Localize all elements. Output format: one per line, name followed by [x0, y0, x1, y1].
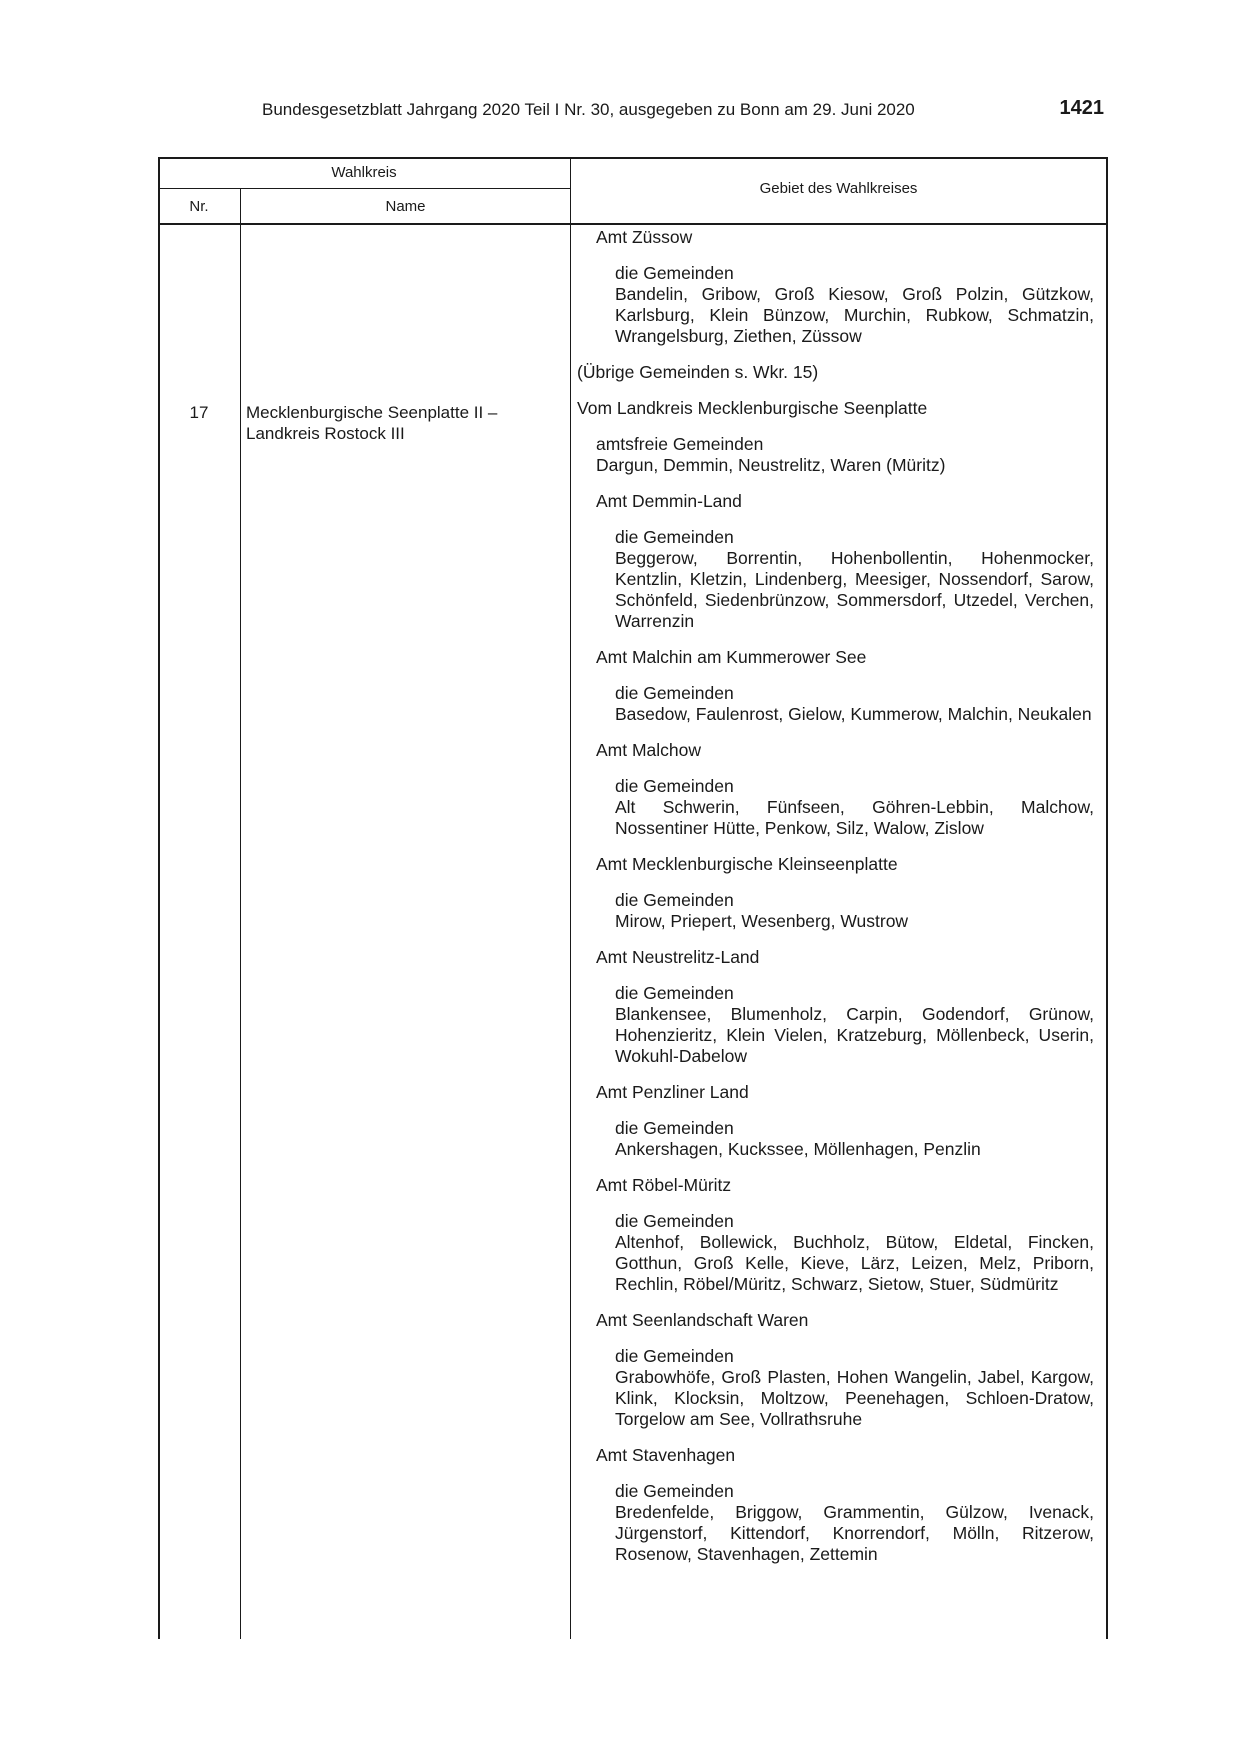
gemeinden-block: [570, 1118, 1100, 1160]
amt-entry: Amt Malchin am Kummerower See: [596, 647, 867, 667]
landkreis-entry: Vom Landkreis Mecklenburgische Seenplatte: [577, 398, 928, 418]
gemeinden-list: Bredenfelde, Briggow, Grammentin, Gülzow, Ivenack, Jürgenstorf, Kittendorf, Knorrendorf, Mölln, Ritzerow, Rosenow, Stavenhagen, Zettemin: [615, 1502, 1094, 1564]
gemeinden-block: [570, 1211, 1100, 1295]
gemeinden-label: die Gemeinden: [615, 263, 734, 283]
wahlkreis-name: Mecklenburgische Seenplatte II – Landkreis Rostock III: [246, 403, 498, 443]
gemeinden-block: [570, 983, 1100, 1067]
page-number: 1421: [1059, 97, 1104, 119]
header-bottom-rule: [158, 223, 1108, 225]
running-head: Bundesgesetzblatt Jahrgang 2020 Teil I Nr. 30, ausgegeben zu Bonn am 29. Juni 2020: [262, 100, 915, 119]
gemeinden-label: die Gemeinden: [615, 983, 734, 1003]
wahlkreis-nr: 17: [189, 403, 209, 422]
gemeinden-label: die Gemeinden: [615, 527, 734, 547]
gemeinden-list: Bandelin, Gribow, Groß Kiesow, Groß Polzin, Gützkow, Karlsburg, Klein Bünzow, Murchin, Rubkow, Schmatzin, Wrangelsburg, Ziethen, Züssow: [615, 284, 1094, 346]
gemeinden-list: Blankensee, Blumenholz, Carpin, Godendorf, Grünow, Hohenzieritz, Klein Vielen, Kratzeburg, Möllenbeck, Userin, Wokuhl-Dabelow: [615, 1004, 1094, 1066]
gemeinden-block: [570, 683, 1100, 725]
amt-entry: Amt Stavenhagen: [596, 1445, 736, 1465]
gemeinden-block: [570, 776, 1100, 839]
table-left-border: [158, 157, 160, 1639]
header-gebiet: Gebiet des Wahlkreises: [759, 180, 918, 197]
gemeinden-block: [570, 263, 1100, 347]
amt-entry: Amt Neustrelitz-Land: [596, 947, 760, 967]
gemeinden-label: die Gemeinden: [615, 890, 734, 910]
gemeinden-list: Grabowhöfe, Groß Plasten, Hohen Wangelin, Jabel, Kargow, Klink, Klocksin, Moltzow, Peenehagen, Schloen-Dratow, Torgelow am See, Vollrathsruhe: [615, 1367, 1094, 1429]
gemeinden-list: Alt Schwerin, Fünfseen, Göhren-Lebbin, Malchow, Nossentiner Hütte, Penkow, Silz, Walow, Zislow: [615, 797, 1094, 838]
amt-entry: Amt Röbel-Müritz: [596, 1175, 732, 1195]
gemeinden-list: Altenhof, Bollewick, Buchholz, Bütow, Eldetal, Fincken, Gotthun, Groß Kelle, Kieve, Lärz, Leizen, Melz, Priborn, Rechlin, Röbel/Müritz, Schwarz, Sietow, Stuer, Südmüritz: [615, 1232, 1094, 1294]
gemeinden-list: Basedow, Faulenrost, Gielow, Kummerow, Malchin, Neukalen: [615, 704, 1092, 724]
gemeinden-label: amtsfreie Gemeinden: [596, 434, 764, 454]
amt-entry: Amt Züssow: [596, 227, 693, 247]
gemeinden-block: [570, 890, 1100, 932]
table-top-border: [158, 157, 1108, 159]
table-right-border: [1106, 157, 1108, 1639]
header-nr: Nr.: [189, 198, 209, 215]
gemeinden-label: die Gemeinden: [615, 1118, 734, 1138]
gemeinden-list: Ankershagen, Kuckssee, Möllenhagen, Penzlin: [615, 1139, 981, 1159]
amt-entry: Amt Malchow: [596, 740, 702, 760]
group-header-rule: [158, 188, 571, 189]
gemeinden-label: die Gemeinden: [615, 776, 734, 796]
header-name: Name: [385, 198, 426, 215]
column-divider-nr: [240, 189, 241, 1639]
amt-entry: Amt Demmin-Land: [596, 491, 742, 511]
amt-entry: Amt Penzliner Land: [596, 1082, 749, 1102]
gemeinden-block: [570, 527, 1100, 632]
landkreis-entry: (Übrige Gemeinden s. Wkr. 15): [577, 362, 819, 382]
amt-entry: Amt Seenlandschaft Waren: [596, 1310, 809, 1330]
gemeinden-list: Mirow, Priepert, Wesenberg, Wustrow: [615, 911, 909, 931]
gemeinden-block: [570, 1346, 1100, 1430]
gemeinden-list: Dargun, Demmin, Neustrelitz, Waren (Müritz): [596, 455, 946, 475]
amt-entry: Amt Mecklenburgische Kleinseenplatte: [596, 854, 898, 874]
gebiet-des-wahlkreises: [570, 227, 1100, 1580]
gemeinden-label: die Gemeinden: [615, 683, 734, 703]
gemeinden-label: die Gemeinden: [615, 1211, 734, 1231]
page-header: [0, 97, 1241, 126]
gemeinden-label: die Gemeinden: [615, 1346, 734, 1366]
gemeinden-label: die Gemeinden: [615, 1481, 734, 1501]
gemeinden-block: [570, 1481, 1100, 1565]
gemeinden-list: Beggerow, Borrentin, Hohenbollentin, Hohenmocker, Kentzlin, Kletzin, Lindenberg, Meesiger, Nossendorf, Sarow, Schönfeld, Siedenbrünzow, Sommersdorf, Utzedel, Verchen, Warrenzin: [615, 548, 1094, 631]
gemeinden-block: [570, 434, 1100, 476]
header-wahlkreis: Wahlkreis: [331, 164, 397, 181]
